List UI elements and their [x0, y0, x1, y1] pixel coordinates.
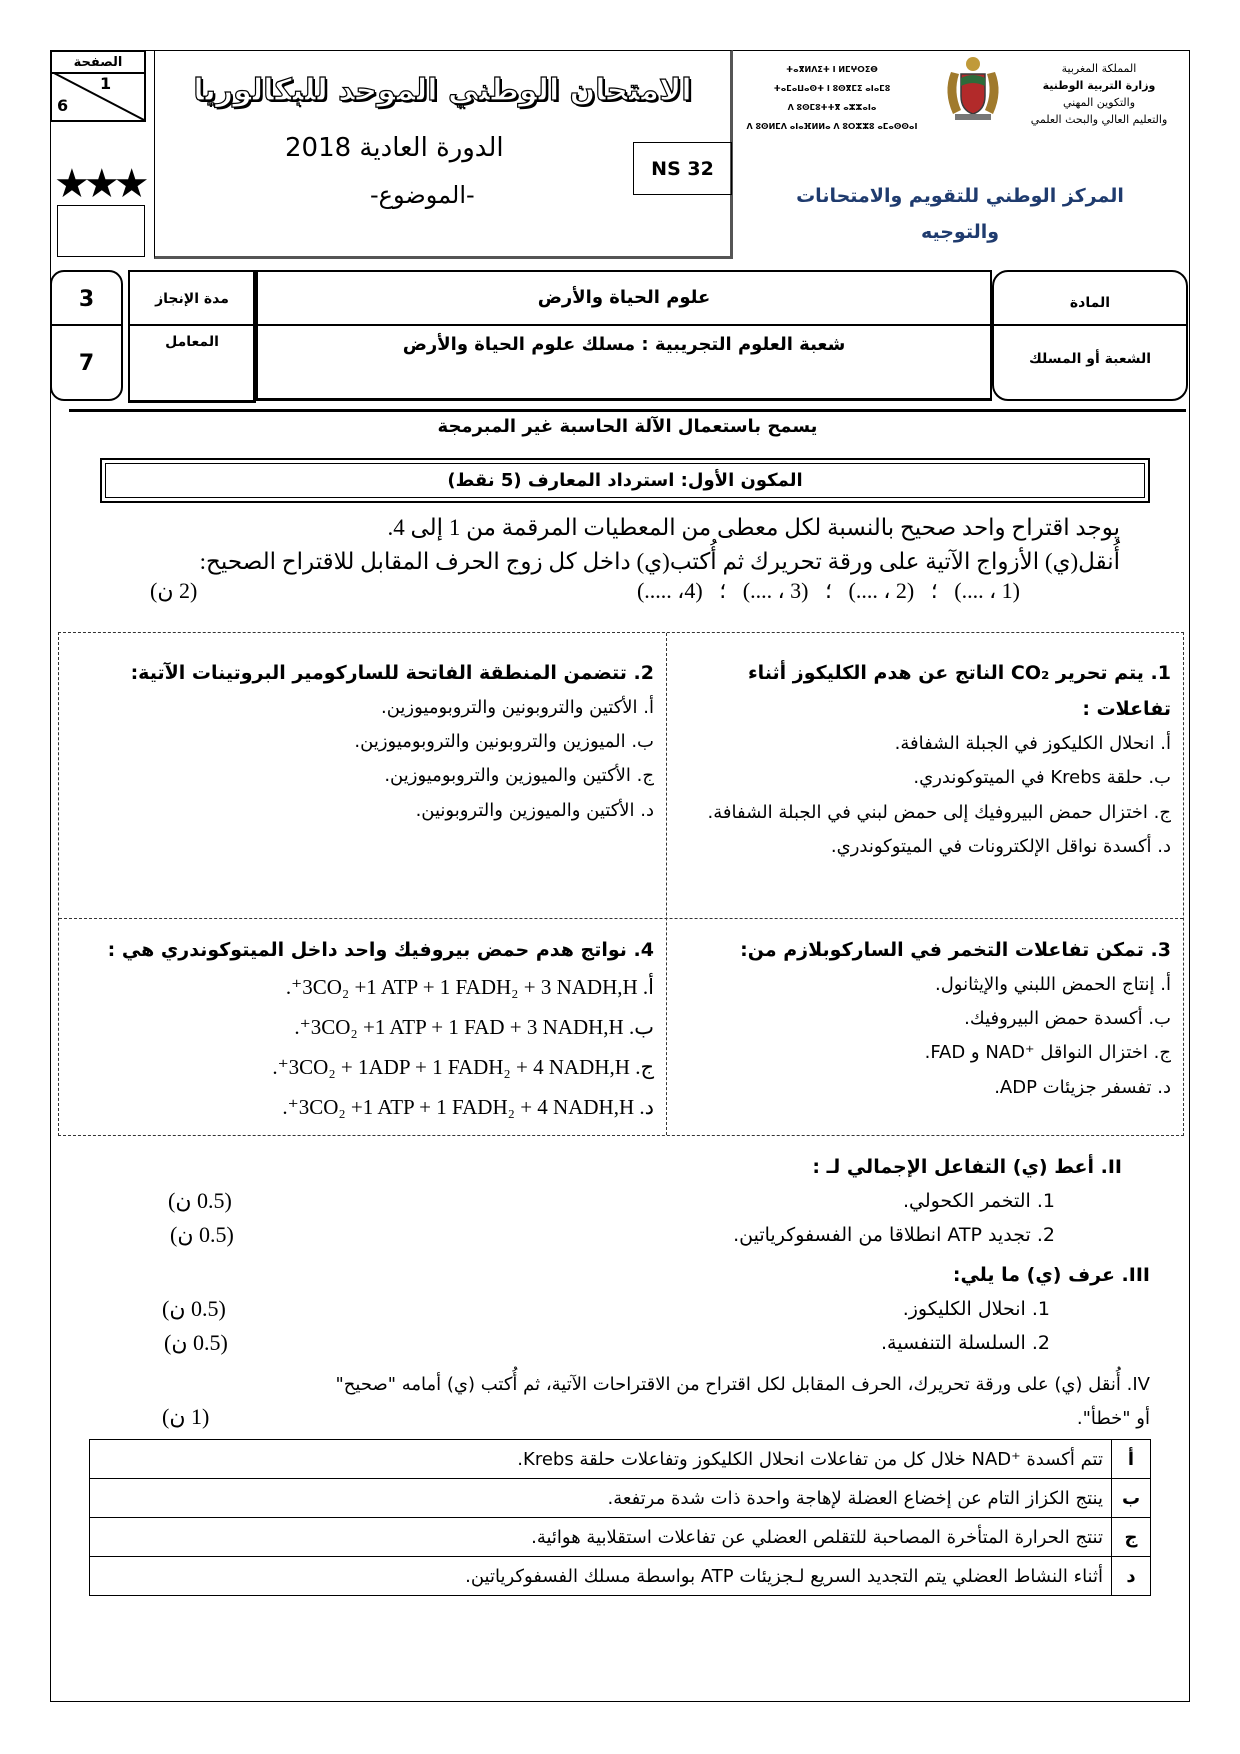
page-label: الصفحة: [52, 52, 144, 74]
row-letter: ب: [1112, 1479, 1151, 1518]
part3-item: 1. انحلال الكليكوز.: [902, 1298, 1050, 1320]
coef-value: 7: [78, 350, 95, 376]
table-row: [90, 1557, 1151, 1596]
blank-box: [57, 205, 145, 257]
ministry-block: [1010, 60, 1188, 128]
table-row: [90, 1479, 1151, 1518]
page-total: 6: [57, 96, 69, 115]
row-text: ينتج الكزاز التام عن إخضاع العضلة لإهاجة واحدة ذات شدة مرتفعة.: [90, 1479, 1112, 1518]
divider: [128, 324, 256, 326]
option: ج. اختزال حمض البيروفيك إلى حمض لبني في الجبلة الشفافة.: [707, 801, 1171, 823]
option: ج. الأكتين والميوزين والتروبوميوزين.: [384, 765, 654, 787]
subject-value: علوم الحياة والأرض: [537, 286, 711, 308]
row-letter: أ: [1112, 1440, 1151, 1479]
exam-title: الامتحان الوطني الموحد للبكالوريا: [193, 73, 692, 108]
part3-title: III. عرف (ي) ما يلي:: [952, 1264, 1150, 1286]
question-stem: 1. يتم تحرير CO₂ الناتج عن هدم الكليكوز أثناء تفاعلات :: [747, 662, 1171, 721]
tifinagh-line: ⴷ ⵓⵙⵎⵓⵜⵜⴳ ⴰⵣⵣⴰⵏⴰ: [787, 103, 877, 112]
option: ب. حلقة Krebs في الميتوكوندري.: [913, 767, 1171, 789]
divider: [256, 324, 992, 326]
centre-name: [790, 178, 1130, 250]
question-stem: 2. تتضمن المنطقة الفاتحة للساركومير البروتينات الآتية:: [130, 662, 654, 684]
row-text: تنتج الحرارة المتأخرة المصاحبة للتقلص العضلي عن تفاعلات استقلابية هوائية.: [90, 1518, 1112, 1557]
question-2: [59, 633, 666, 828]
option: ب. الميوزين والتروبونين والتروبوميوزين.: [354, 731, 654, 753]
part4-title-cont: أو "خطأ".: [1076, 1408, 1150, 1429]
option: د. تفسفر جزيئات ADP.: [994, 1076, 1171, 1098]
questions-grid: [58, 632, 1184, 1136]
page-current: 1: [100, 74, 112, 93]
row-text: أثناء النشاط العضلي يتم التجديد السريع لـجزيئات ATP بواسطة مسلك الفسفوكرياتين.: [90, 1557, 1112, 1596]
page-number-box: [50, 50, 146, 122]
calculator-note: يسمح باستعمال الآلة الحاسبة غير المبرمجة: [437, 416, 818, 437]
royal-emblem-icon: [937, 52, 1009, 124]
duration-label: مدة الإنجاز: [155, 291, 229, 307]
points: (0.5 ن): [164, 1330, 228, 1355]
stars-icon: ★★★: [54, 161, 144, 207]
option: أ. انحلال الكليكوز في الجبلة الشفافة.: [894, 733, 1171, 755]
points: (0.5 ن): [162, 1296, 226, 1321]
question-3: [666, 918, 1183, 1105]
exam-code: NS 32: [633, 142, 732, 195]
subject-label: -الموضوع-: [370, 181, 475, 209]
coef-label: المعامل: [165, 334, 219, 350]
part1-points: (2 ن): [150, 578, 198, 603]
tifinagh-line: ⵜⴰⵎⴰⵡⴰⵙⵜ ⵏ ⵓⵙⴳⵎⵉ ⴰⵏⴰⵎⵓ: [773, 84, 891, 93]
row-text: تتم أكسدة ⁺NAD خلال كل من تفاعلات انحلال الكليكوز وتفاعلات حلقة Krebs.: [90, 1440, 1112, 1479]
track-value: شعبة العلوم التجريبية : مسلك علوم الحياة والأرض: [402, 334, 846, 355]
question-4: [59, 918, 666, 1128]
tifinagh-line: ⴷ ⵓⵙⵍⵎⴷ ⴰⵏⴰⴼⵍⵍⴰ ⴷ ⵓⵔⵣⵣⵓ ⴰⵎⴰⵙⵙⴰⵏ: [746, 122, 918, 131]
option: ب. أكسدة حمض البيروفيك.: [964, 1008, 1171, 1030]
option: ج. 3CO₂ + 1ADP + 1 FADH₂ + 4 NADH,H⁺.: [272, 1054, 654, 1079]
part2-item: 2. تجديد ATP انطلاقا من الفسفوكرياتين.: [733, 1224, 1055, 1246]
answer-pairs: (1 ، ....) ؛ (2 ، ....) ؛ (3 ، ....) ؛ (4، .....): [636, 578, 1020, 603]
session: الدورة العادية 2018: [285, 133, 504, 163]
ministry-line: المملكة المغربية: [1061, 62, 1137, 75]
points: (0.5 ن): [168, 1188, 232, 1213]
question-stem: 3. تمكن تفاعلات التخمر في الساركوبلازم من:: [740, 939, 1171, 961]
true-false-table: [89, 1439, 1151, 1596]
option: أ. الأكتين والتروبونين والتروبوميوزين.: [380, 697, 654, 719]
part1-line2: أُنقل(ي) الأزواج الآتية على ورقة تحريرك ثم أُكتب(ي) داخل كل زوج الحرف المقابل للاقتراح الصحيح:: [199, 549, 1120, 574]
question-stem: 4. نواتج هدم حمض بيروفيك واحد داخل الميتوكوندري هي :: [107, 939, 654, 961]
row-letter: ج: [1112, 1518, 1151, 1557]
option: أ. إنتاج الحمض اللبني والإيثانول.: [934, 974, 1171, 996]
ministry-line: وزارة التربية الوطنية: [1042, 79, 1156, 92]
centre-line: والتوجيه: [920, 221, 1000, 243]
info-table: [50, 270, 1188, 403]
part3-item: 2. السلسلة التنفسية.: [880, 1332, 1050, 1354]
ministry-line: والتكوين المهني: [1062, 96, 1136, 109]
tifinagh-block: [737, 60, 927, 136]
centre-line: المركز الوطني للتقويم والامتحانات: [796, 185, 1124, 207]
table-row: [90, 1518, 1151, 1557]
part2-item: 1. التخمر الكحولي.: [902, 1190, 1055, 1212]
option: ب. 3CO₂ +1 ATP + 1 FAD + 3 NADH,H⁺.: [294, 1014, 654, 1039]
row-letter: د: [1112, 1557, 1151, 1596]
option: د. أكسدة نواقل الإلكترونات في الميتوكوندري.: [830, 835, 1171, 857]
part1-intro: [100, 511, 1120, 579]
option: ج. اختزال النواقل ⁺NAD و FAD.: [924, 1042, 1171, 1064]
table-row: [90, 1440, 1151, 1479]
component-title: المكون الأول: استرداد المعارف (5 نقط): [100, 458, 1150, 503]
option: د. 3CO₂ +1 ATP + 1 FADH₂ + 4 NADH,H⁺.: [282, 1094, 654, 1119]
option: د. الأكتين والميوزين والتروبونين.: [415, 799, 654, 821]
header-rule: [69, 409, 1186, 412]
duration-value: 3: [78, 286, 95, 312]
ministry-line: والتعليم العالي والبحث العلمي: [1030, 113, 1168, 126]
part1-line1: يوجد اقتراح واحد صحيح بالنسبة لكل معطى من المعطيات المرقمة من 1 إلى 4.: [387, 515, 1120, 540]
option: أ. 3CO₂ +1 ATP + 1 FADH₂ + 3 NADH,H⁺.: [285, 975, 654, 1000]
question-1: [666, 633, 1183, 864]
divider: [50, 324, 123, 326]
part2-title: II. أعط (ي) التفاعل الإجمالي لـ :: [812, 1156, 1122, 1178]
points: (0.5 ن): [170, 1222, 234, 1247]
tifinagh-line: ⵜⴰⴳⵍⴷⵉⵜ ⵏ ⵍⵎⵖⵔⵉⴱ: [786, 65, 878, 74]
subject-field-label: المادة: [1069, 295, 1111, 311]
part4-title: IV. أُنقل (ي) على ورقة تحريرك، الحرف المقابل لكل اقتراح من الاقتراحات الآتية، ثم أُكتب (ي) أمامه "صحيح": [335, 1374, 1150, 1395]
track-label: الشعبة أو المسلك: [1028, 351, 1152, 367]
part4-points: (1 ن): [162, 1404, 210, 1429]
